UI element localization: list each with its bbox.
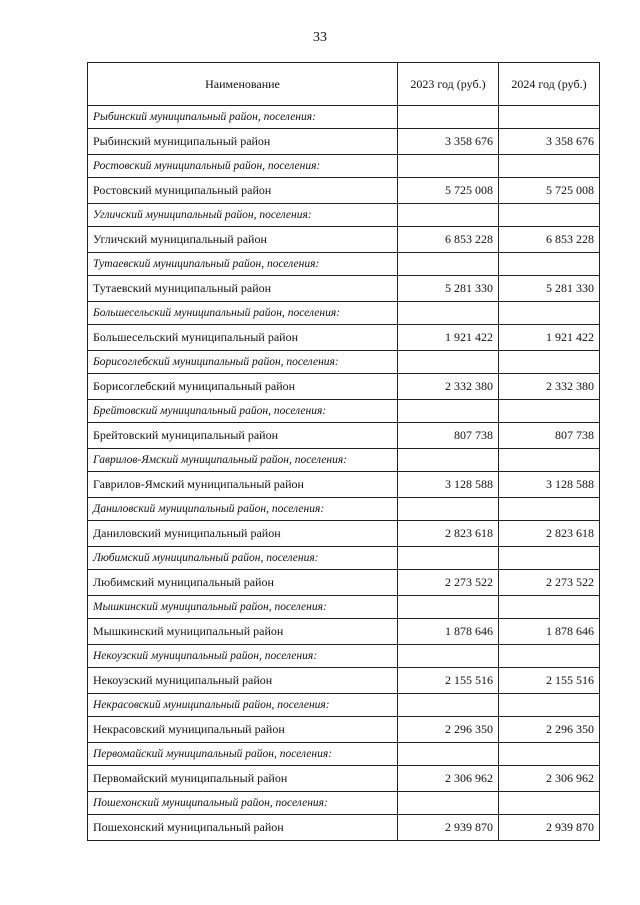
- amount-2024: 807 738: [499, 423, 600, 449]
- section-row: [88, 743, 600, 766]
- district-name: Любимский муниципальный район: [88, 570, 398, 596]
- section-row: [88, 351, 600, 374]
- section-title: Рыбинский муниципальный район, поселения:: [88, 106, 398, 129]
- table-row: [88, 619, 600, 645]
- amount-2024: 3 358 676: [499, 129, 600, 155]
- section-title: Некоузский муниципальный район, поселения:: [88, 645, 398, 668]
- district-name: Брейтовский муниципальный район: [88, 423, 398, 449]
- district-name: Первомайский муниципальный район: [88, 766, 398, 792]
- section-empty-2023: [398, 106, 499, 129]
- section-empty-2023: [398, 204, 499, 227]
- section-empty-2024: [499, 498, 600, 521]
- header-2023: 2023 год (руб.): [398, 63, 499, 106]
- amount-2023: 2 306 962: [398, 766, 499, 792]
- section-title: Гаврилов-Ямский муниципальный район, поселения:: [88, 449, 398, 472]
- district-name: Некоузский муниципальный район: [88, 668, 398, 694]
- section-empty-2024: [499, 155, 600, 178]
- amount-2024: 2 273 522: [499, 570, 600, 596]
- section-row: [88, 645, 600, 668]
- district-name: Некрасовский муниципальный район: [88, 717, 398, 743]
- section-row: [88, 155, 600, 178]
- table-row: [88, 178, 600, 204]
- section-empty-2023: [398, 596, 499, 619]
- amount-2024: 1 878 646: [499, 619, 600, 645]
- section-title: Пошехонский муниципальный район, поселения:: [88, 792, 398, 815]
- section-empty-2024: [499, 253, 600, 276]
- section-empty-2023: [398, 792, 499, 815]
- amount-2024: 6 853 228: [499, 227, 600, 253]
- section-row: [88, 253, 600, 276]
- district-name: Угличский муниципальный район: [88, 227, 398, 253]
- amount-2023: 3 128 588: [398, 472, 499, 498]
- district-name: Даниловский муниципальный район: [88, 521, 398, 547]
- section-empty-2024: [499, 204, 600, 227]
- section-empty-2024: [499, 400, 600, 423]
- section-empty-2023: [398, 253, 499, 276]
- district-name: Большесельский муниципальный район: [88, 325, 398, 351]
- amount-2023: 2 939 870: [398, 815, 499, 841]
- section-row: [88, 498, 600, 521]
- section-empty-2023: [398, 351, 499, 374]
- section-row: [88, 547, 600, 570]
- section-row: [88, 106, 600, 129]
- section-title: Некрасовский муниципальный район, поселения:: [88, 694, 398, 717]
- amount-2024: 5 281 330: [499, 276, 600, 302]
- district-name: Ростовский муниципальный район: [88, 178, 398, 204]
- table-row: [88, 815, 600, 841]
- section-empty-2023: [398, 400, 499, 423]
- amount-2024: 2 332 380: [499, 374, 600, 400]
- table-row: [88, 766, 600, 792]
- amount-2024: 2 296 350: [499, 717, 600, 743]
- section-empty-2023: [398, 743, 499, 766]
- amount-2023: 1 878 646: [398, 619, 499, 645]
- section-empty-2023: [398, 155, 499, 178]
- table-row: [88, 325, 600, 351]
- section-empty-2024: [499, 743, 600, 766]
- section-empty-2024: [499, 596, 600, 619]
- section-empty-2023: [398, 547, 499, 570]
- table-row: [88, 717, 600, 743]
- section-empty-2024: [499, 449, 600, 472]
- section-empty-2023: [398, 645, 499, 668]
- amount-2023: 807 738: [398, 423, 499, 449]
- header-2024: 2024 год (руб.): [499, 63, 600, 106]
- section-row: [88, 596, 600, 619]
- amount-2024: 2 939 870: [499, 815, 600, 841]
- amount-2024: 2 155 516: [499, 668, 600, 694]
- amount-2023: 5 281 330: [398, 276, 499, 302]
- section-empty-2024: [499, 351, 600, 374]
- amount-2023: 2 273 522: [398, 570, 499, 596]
- amount-2023: 2 332 380: [398, 374, 499, 400]
- table-header-row: [88, 63, 600, 106]
- section-title: Брейтовский муниципальный район, поселения:: [88, 400, 398, 423]
- table-row: [88, 276, 600, 302]
- amount-2023: 2 155 516: [398, 668, 499, 694]
- section-title: Борисоглебский муниципальный район, поселения:: [88, 351, 398, 374]
- page-number: 33: [313, 30, 327, 45]
- section-row: [88, 792, 600, 815]
- section-empty-2024: [499, 694, 600, 717]
- amount-2024: 1 921 422: [499, 325, 600, 351]
- amount-2023: 2 823 618: [398, 521, 499, 547]
- district-name: Рыбинский муниципальный район: [88, 129, 398, 155]
- amount-2023: 5 725 008: [398, 178, 499, 204]
- section-row: [88, 204, 600, 227]
- section-row: [88, 400, 600, 423]
- district-name: Борисоглебский муниципальный район: [88, 374, 398, 400]
- table-row: [88, 668, 600, 694]
- table-row: [88, 423, 600, 449]
- amount-2024: 3 128 588: [499, 472, 600, 498]
- district-name: Мышкинский муниципальный район: [88, 619, 398, 645]
- section-empty-2024: [499, 106, 600, 129]
- section-title: Угличский муниципальный район, поселения:: [88, 204, 398, 227]
- table-row: [88, 129, 600, 155]
- district-name: Гаврилов-Ямский муниципальный район: [88, 472, 398, 498]
- section-title: Любимский муниципальный район, поселения:: [88, 547, 398, 570]
- table-row: [88, 570, 600, 596]
- amount-2023: 6 853 228: [398, 227, 499, 253]
- section-title: Большесельский муниципальный район, поселения:: [88, 302, 398, 325]
- section-title: Даниловский муниципальный район, поселения:: [88, 498, 398, 521]
- section-empty-2024: [499, 792, 600, 815]
- amount-2023: 3 358 676: [398, 129, 499, 155]
- table-row: [88, 472, 600, 498]
- section-empty-2024: [499, 645, 600, 668]
- header-name: Наименование: [88, 63, 398, 106]
- amount-2024: 2 823 618: [499, 521, 600, 547]
- section-row: [88, 302, 600, 325]
- table-row: [88, 521, 600, 547]
- amount-2024: 5 725 008: [499, 178, 600, 204]
- section-empty-2023: [398, 694, 499, 717]
- section-empty-2023: [398, 449, 499, 472]
- section-empty-2024: [499, 547, 600, 570]
- budget-table: [87, 62, 600, 841]
- district-name: Тутаевский муниципальный район: [88, 276, 398, 302]
- table-row: [88, 374, 600, 400]
- section-title: Ростовский муниципальный район, поселения:: [88, 155, 398, 178]
- section-title: Тутаевский муниципальный район, поселения:: [88, 253, 398, 276]
- section-empty-2023: [398, 498, 499, 521]
- section-row: [88, 694, 600, 717]
- amount-2024: 2 306 962: [499, 766, 600, 792]
- district-name: Пошехонский муниципальный район: [88, 815, 398, 841]
- section-empty-2024: [499, 302, 600, 325]
- section-title: Первомайский муниципальный район, поселения:: [88, 743, 398, 766]
- section-row: [88, 449, 600, 472]
- table-row: [88, 227, 600, 253]
- section-title: Мышкинский муниципальный район, поселения:: [88, 596, 398, 619]
- section-empty-2023: [398, 302, 499, 325]
- amount-2023: 1 921 422: [398, 325, 499, 351]
- amount-2023: 2 296 350: [398, 717, 499, 743]
- table-body: [88, 106, 600, 841]
